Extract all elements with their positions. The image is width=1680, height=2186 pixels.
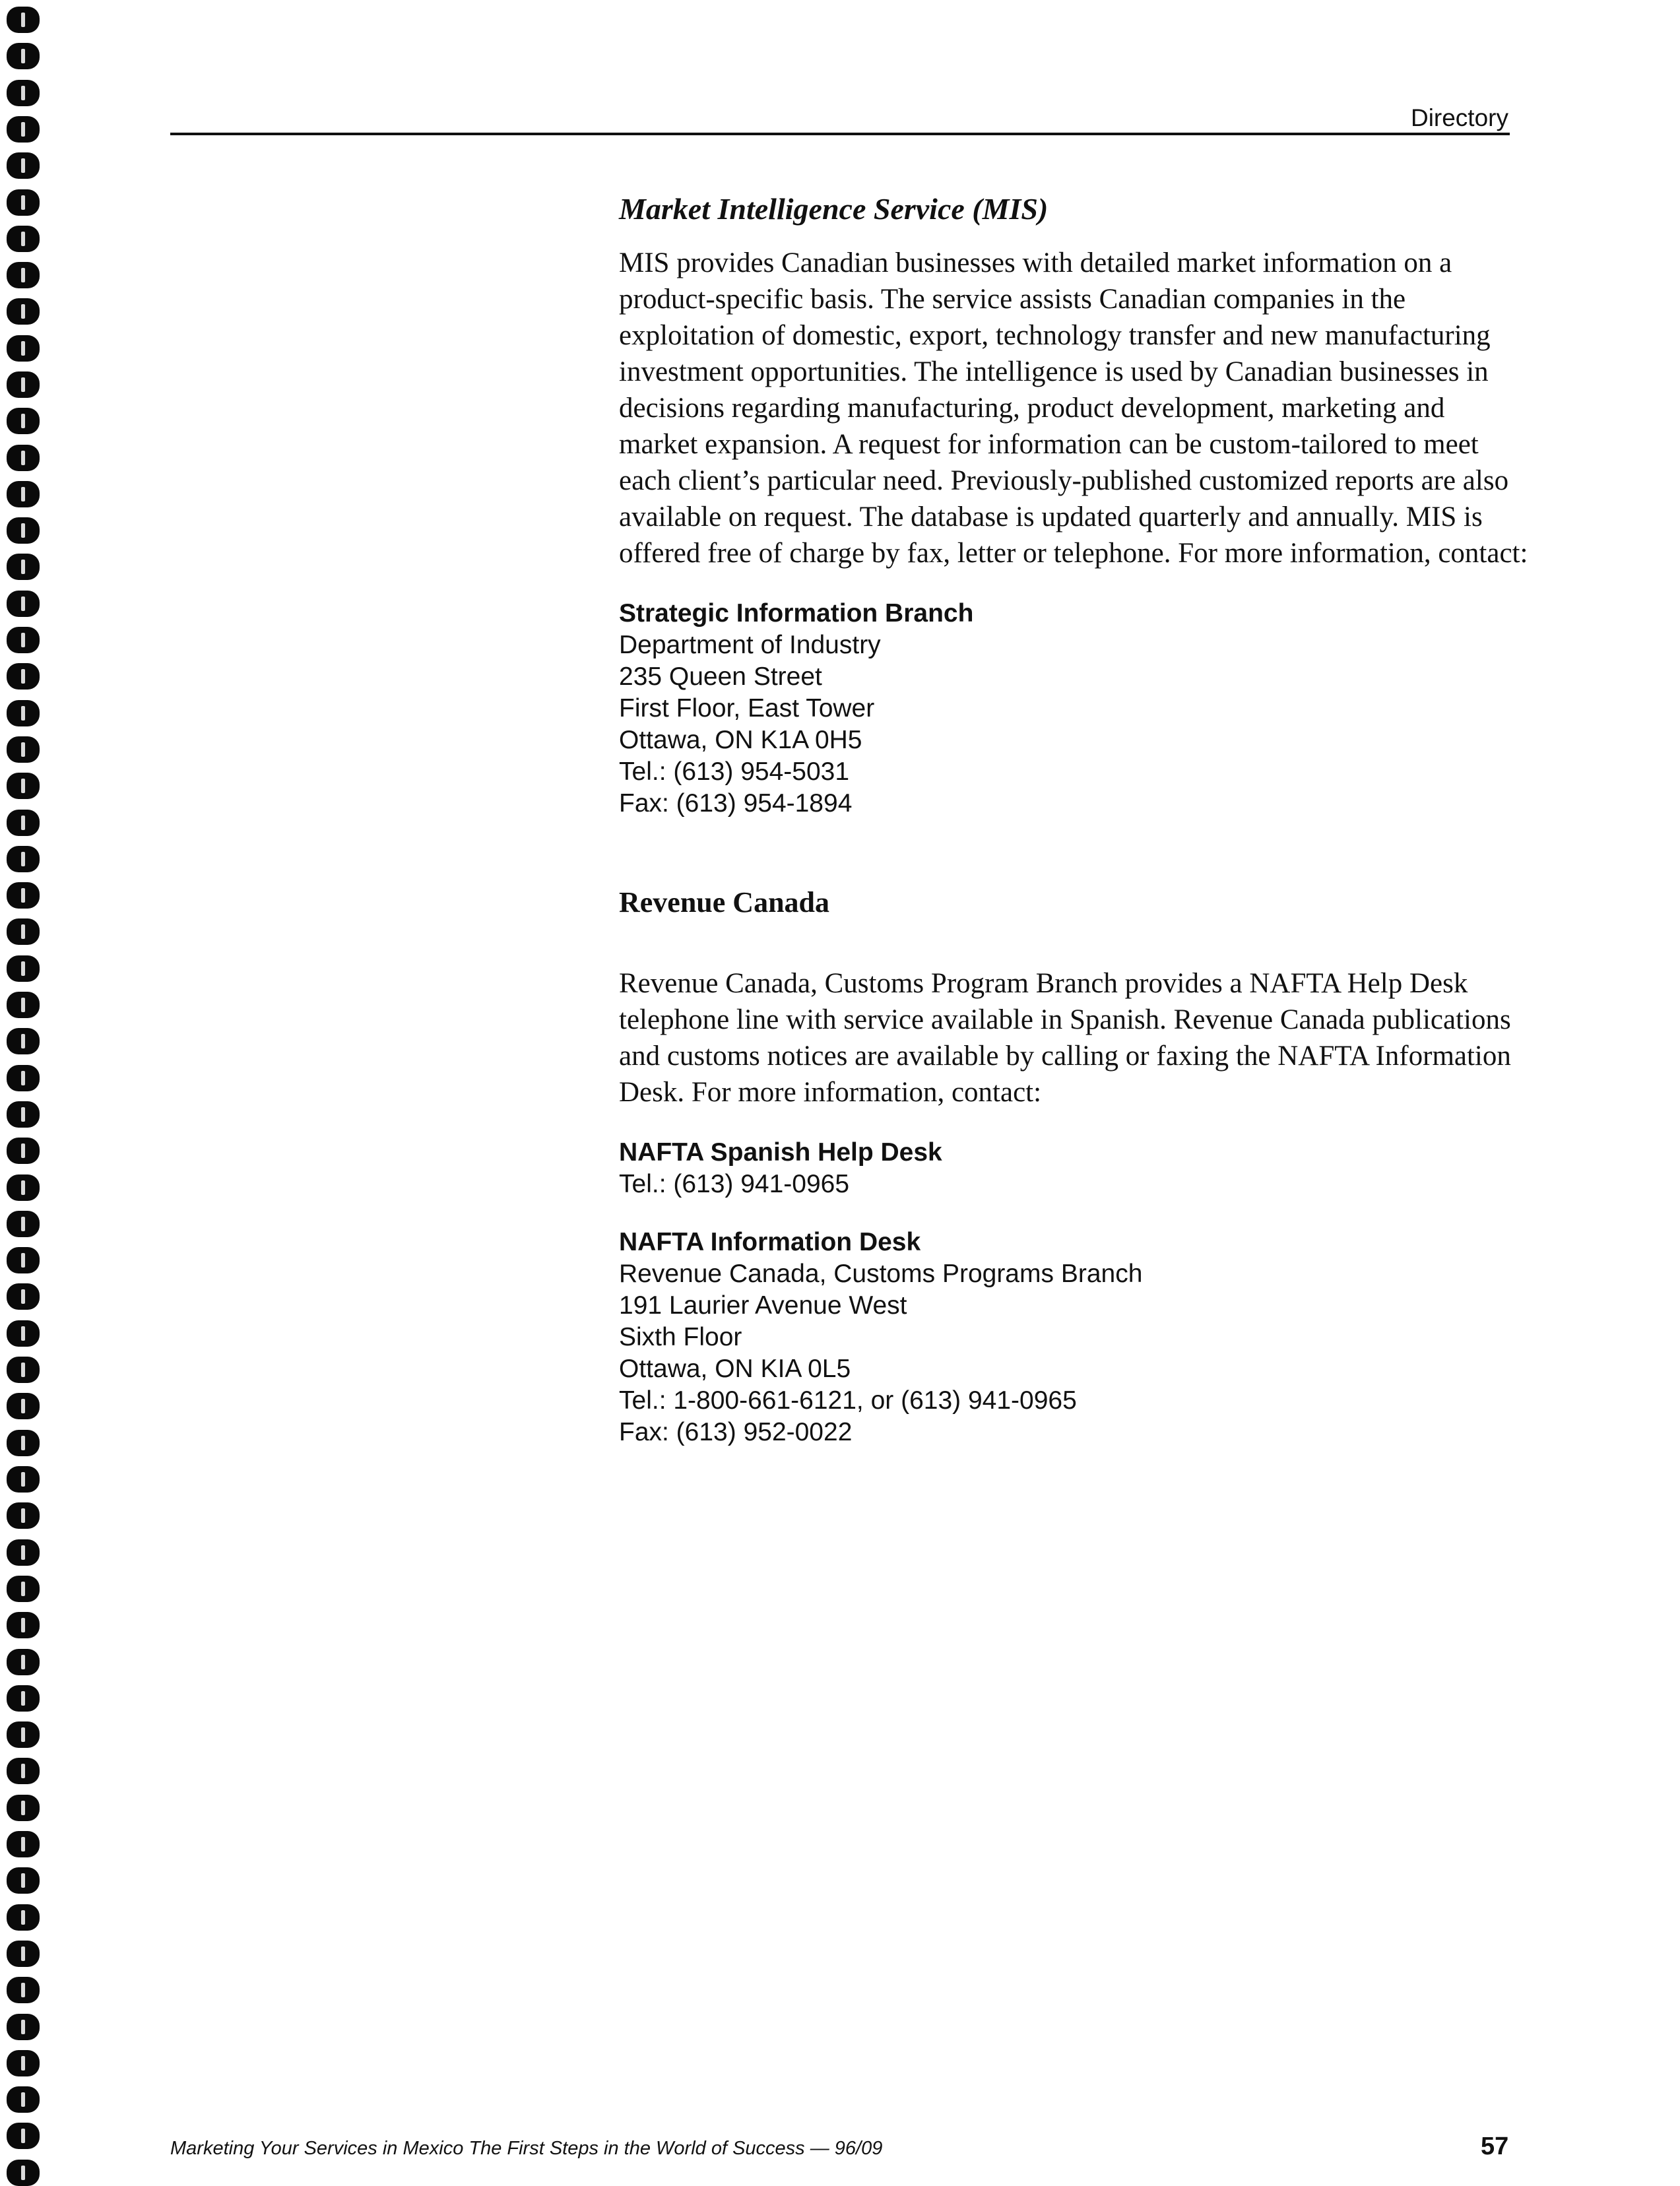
revenue-title: Revenue Canada (619, 886, 830, 918)
binding-hole (7, 810, 40, 836)
revenue-section (619, 885, 1530, 1448)
binding-hole (7, 1867, 40, 1894)
binding-hole (7, 517, 40, 544)
binding-hole (7, 1065, 40, 1091)
header-rule (170, 133, 1510, 135)
binding-hole (7, 1612, 40, 1638)
binding-hole (7, 7, 40, 33)
binding-hole (7, 1758, 40, 1784)
contact-line: Department of Industry (619, 631, 881, 659)
mis-title: Market Intelligence Service (MIS) (619, 192, 1049, 226)
contact-line: Fax: (613) 952-0022 (619, 1418, 853, 1446)
binding-hole (7, 627, 40, 653)
binding-hole (7, 1357, 40, 1383)
contact-line: Tel.: 1-800-661-6121, or (613) 941-0965 (619, 1386, 1077, 1415)
binding-hole (7, 1174, 40, 1201)
contact-line: Tel.: (613) 941-0965 (619, 1170, 850, 1198)
contact-line: Ottawa, ON KIA 0L5 (619, 1355, 851, 1383)
binding-hole (7, 1138, 40, 1164)
contact-line: Fax: (613) 954-1894 (619, 789, 853, 818)
binding-hole (7, 2014, 40, 2040)
binding-hole (7, 1283, 40, 1310)
revenue-body: Revenue Canada, Customs Program Branch provides a NAFTA Help Desk telephone line with service available in Spanish. Revenue Canada publications and customs notices are available by calling or faxing the NAFTA Information Desk. For more information, contact: (619, 968, 1511, 1108)
binding-hole (7, 992, 40, 1018)
page-content (619, 191, 1530, 1475)
binding-hole (7, 445, 40, 471)
binding-hole (7, 700, 40, 726)
binding-hole (7, 1904, 40, 1931)
mis-section (619, 191, 1530, 820)
contact-line: Tel.: (613) 954-5031 (619, 757, 850, 786)
running-header: Directory (1410, 104, 1508, 131)
binding-hole (7, 1466, 40, 1493)
mis-contact (619, 598, 1530, 820)
binding-hole (7, 1247, 40, 1273)
binding-hole (7, 1721, 40, 1748)
binding-hole (7, 408, 40, 434)
binding-hole (7, 298, 40, 325)
binding-hole (7, 335, 40, 362)
binding-hole (7, 43, 40, 69)
binding-hole (7, 262, 40, 288)
contact-line: 191 Laurier Avenue West (619, 1291, 907, 1320)
spiral-binding (0, 0, 53, 2183)
binding-hole (7, 1831, 40, 1857)
contact-name: NAFTA Information Desk (619, 1228, 921, 1256)
binding-hole (7, 1977, 40, 2003)
binding-hole (7, 554, 40, 580)
binding-hole (7, 226, 40, 252)
binding-hole (7, 846, 40, 872)
binding-hole (7, 2160, 40, 2186)
contact-name: Strategic Information Branch (619, 599, 974, 627)
binding-hole (7, 1539, 40, 1566)
contact-line: First Floor, East Tower (619, 694, 875, 723)
contact-name: NAFTA Spanish Help Desk (619, 1138, 942, 1167)
binding-hole (7, 1941, 40, 1967)
info-desk-contact (619, 1227, 1530, 1448)
contact-line: Ottawa, ON K1A 0H5 (619, 726, 862, 754)
binding-hole (7, 1211, 40, 1237)
binding-hole (7, 591, 40, 617)
binding-hole (7, 1320, 40, 1347)
binding-hole (7, 663, 40, 690)
binding-hole (7, 481, 40, 507)
mis-body: MIS provides Canadian businesses with detailed market information on a product-specific basis. The service assists Canadian companies in the exploitation of domestic, export, technology transfer and new manufacturing investment opportunities. The intelligence is used by Canadian businesses in decisions regarding manufacturing, product development, marketing and market expansion. A request for information can be custom-tailored to meet each client’s particular need. Previously-published customized reports are also available on request. The database is updated quarterly and annually. MIS is offered free of charge by fax, letter or telephone. For more information, contact: (619, 247, 1528, 569)
binding-hole (7, 918, 40, 945)
binding-hole (7, 116, 40, 143)
binding-hole (7, 1101, 40, 1128)
binding-hole (7, 1430, 40, 1456)
binding-hole (7, 1576, 40, 1602)
binding-hole (7, 2050, 40, 2076)
binding-hole (7, 1685, 40, 1712)
binding-hole (7, 371, 40, 398)
contact-line: 235 Queen Street (619, 662, 822, 691)
footer-title: Marketing Your Services in Mexico The First Steps in the World of Success — 96/09 (170, 2138, 883, 2159)
contact-line: Sixth Floor (619, 1323, 742, 1351)
binding-hole (7, 2123, 40, 2149)
page-number: 57 (1481, 2133, 1509, 2160)
binding-hole (7, 1393, 40, 1419)
binding-hole (7, 736, 40, 763)
help-desk-contact (619, 1137, 1530, 1200)
binding-hole (7, 1649, 40, 1675)
contact-line: Revenue Canada, Customs Programs Branch (619, 1260, 1143, 1288)
binding-hole (7, 2086, 40, 2113)
binding-hole (7, 80, 40, 106)
binding-hole (7, 152, 40, 179)
binding-hole (7, 1502, 40, 1529)
binding-hole (7, 773, 40, 799)
binding-hole (7, 882, 40, 909)
binding-hole (7, 189, 40, 216)
binding-hole (7, 1795, 40, 1821)
binding-hole (7, 1028, 40, 1054)
binding-hole (7, 955, 40, 982)
